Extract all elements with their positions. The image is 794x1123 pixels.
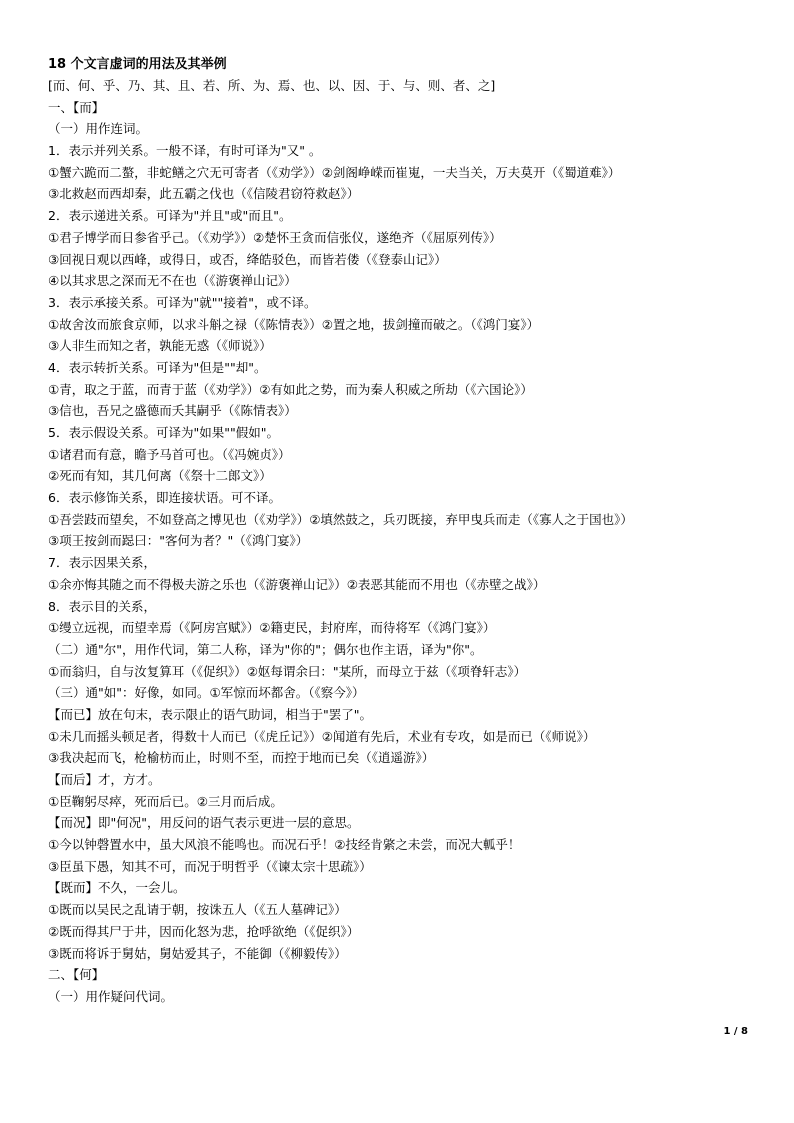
text-line: 1．表示并列关系。一般不译，有时可译为"又" 。 [48,143,322,159]
text-line: 一、【而】 [48,99,105,115]
text-lines [48,75,758,1008]
text-line: ①今以钟磬置水中，虽大风浪不能鸣也。而况石乎！②技经肯綮之未尝，而况大軱乎！ [48,837,521,853]
text-line: ③回视日观以西峰，或得日，或否，绛皓驳色，而皆若偻（《登泰山记》） [48,251,447,267]
document-body [48,55,758,1008]
text-line: 【而况】即"何况"，用反问的语气表示更进一层的意思。 [48,815,360,831]
text-line: ③信也，吾兄之盛德而夭其嗣乎（《陈情表》） [48,403,297,419]
text-line: 【既而】不久，一会儿。 [48,880,186,896]
text-line: 7．表示因果关系， [48,555,156,571]
text-line: ①君子博学而日参省乎己。（《劝学》）②楚怀王贪而信张仪，遂绝齐（《屈原列传》） [48,229,502,245]
text-line: 二、【何】 [48,967,105,983]
text-line: 5．表示假设关系。可译为"如果""假如"。 [48,425,279,440]
text-line: ④以其求思之深而无不在也（《游褒禅山记》） [48,273,297,289]
text-line: ②既而得其尸于井，因而化怒为悲，抢呼欲绝（《促织》） [48,923,360,939]
text-line: 8．表示目的关系， [48,598,156,614]
text-line: ①缦立远视，而望幸焉（《阿房宫赋》）②籍吏民，封府库，而待将军（《鸿门宴》） [48,620,496,636]
document-title: 18 个文言虚词的用法及其举例 [48,57,227,72]
text-line: ③北救赵而西却秦，此五霸之伐也（《信陵君窃符救赵》） [48,186,360,202]
text-line: ①既而以吴民之乱请于朝，按诛五人（《五人墓碑记》） [48,902,347,918]
text-line: ①诸君而有意，瞻予马首可也。（《冯婉贞》） [48,446,291,462]
text-line: ①未几而摇头顿足者，得数十人而已（《虎丘记》）②闻道有先后，术业有专攻，如是而已（《师说》） [48,728,596,744]
text-line: ②死而有知，其几何离（《祭十二郎文》） [48,468,272,484]
text-line: 【而后】才，方才。 [48,772,161,787]
text-line: ③人非生而知之者，孰能无惑（《师说》） [48,338,272,354]
text-line: ③我决起而飞，枪榆枋而止，时则不至，而控于地而已矣（《逍遥游》） [48,750,435,766]
text-line: 3．表示承接关系。可译为"就""接着"，或不译。 [48,294,317,310]
text-line: ①而翁归，自与汝复算耳（《促织》）②妪每谓余曰："某所，而母立于兹（《项脊轩志》） [48,663,527,679]
text-line: 2．表示递进关系。可译为"并且"或"而且"。 [48,208,292,224]
text-line: ①故舍汝而旅食京师，以求斗斛之禄（《陈情表》）②置之地，拔剑撞而破之。（《鸿门宴》） [48,316,540,332]
text-line: [而、何、乎、乃、其、且、若、所、为、焉、也、以、因、于、与、则、者、之] [48,78,496,93]
text-line: ③臣虽下愚，知其不可，而况于明哲乎（《谏太宗十思疏》） [48,858,372,874]
text-line: 4．表示转折关系。可译为"但是""却"。 [48,359,267,375]
text-line: 6．表示修饰关系，即连接状语。可不译。 [48,490,281,506]
text-line: （三）通"如"：好像，如同。①军惊而坏都舍。（《察今》） [48,685,365,701]
text-line: ①臣鞠躬尽瘁，死而后已。②三月而后成。 [48,793,283,809]
text-line: ③项王按剑而跽曰："客何为者？"（《鸿门宴》） [48,533,309,549]
text-line: （二）通"尔"，用作代词，第二人称，译为"你的"；偶尔也作主语，译为"你"。 [48,641,483,657]
text-line: ①蟹六跪而二螯，非蛇鳝之穴无可寄者（《劝学》）②剑阁峥嵘而崔嵬，一夫当关，万夫莫开（《蜀道难》） [48,164,621,180]
text-line: 【而已】放在句末，表示限止的语气助词，相当于"罢了"。 [48,706,373,722]
text-line: （一）用作疑问代词。 [48,988,174,1004]
text-line: ①青，取之于蓝，而青于蓝（《劝学》）②有如此之势，而为秦人积威之所劫（《六国论》） [48,381,533,397]
text-line: ①余亦悔其随之而不得极夫游之乐也（《游褒禅山记》）②表恶其能而不用也（《赤壁之战》） [48,576,546,592]
page-number: 1 / 8 [723,1026,748,1037]
text-line: ①吾尝跂而望矣，不如登高之博见也（《劝学》）②填然鼓之，兵刃既接，弃甲曳兵而走（《寡人之于国也》） [48,511,633,527]
text-line: （一）用作连词。 [48,121,149,137]
text-line: ③既而将诉于舅姑，舅姑爱其子，不能御（《柳毅传》） [48,945,347,961]
